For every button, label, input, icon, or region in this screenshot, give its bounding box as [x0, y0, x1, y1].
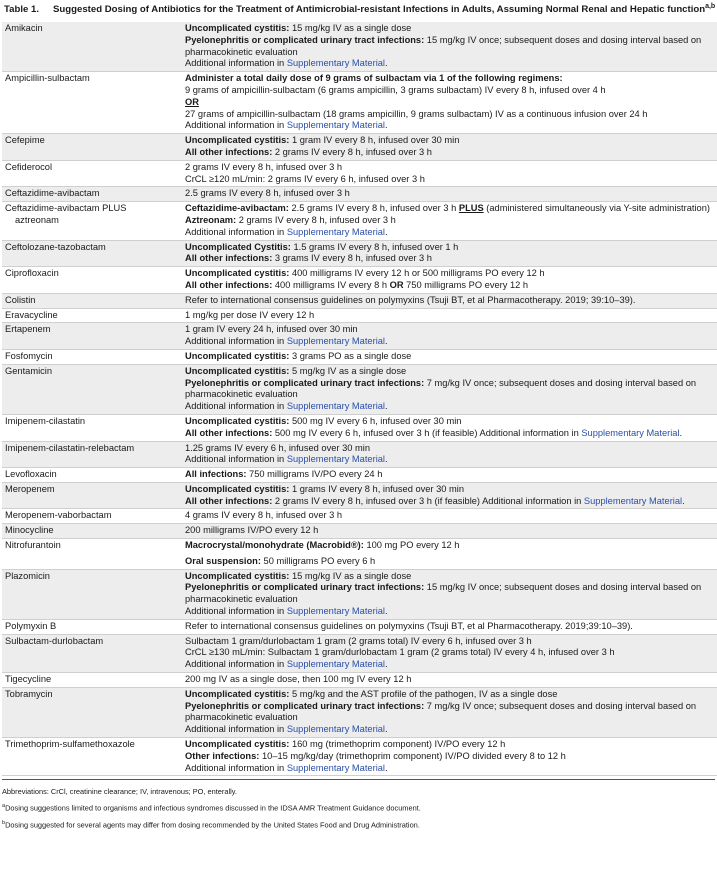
dosing-line: [185, 85, 717, 97]
drug-name: Tobramycin: [5, 688, 53, 699]
drug-name-cell: [2, 482, 180, 509]
dosing-text: Additional information in: [185, 659, 287, 670]
table-row: [2, 673, 717, 688]
dosing-line: [185, 147, 717, 159]
drug-name-cell: [2, 619, 180, 634]
dosing-label: Administer a total daily dose of 9 grams of sulbactam via 1 of the following regimens:: [185, 73, 563, 84]
drug-name-cell: [2, 267, 180, 294]
drug-name: Nitrofurantoin: [5, 540, 61, 551]
dosing-text: .: [385, 606, 388, 617]
footnote-a-mark: a: [2, 803, 6, 810]
drug-name-cell: [2, 160, 180, 187]
dosing-text: .: [679, 427, 683, 438]
drug-name-cell: [2, 687, 180, 737]
dosing-cell: [180, 509, 717, 524]
table-row: [2, 687, 717, 737]
dosing-line: [185, 280, 717, 292]
dosing-line: [185, 23, 717, 35]
dosing-cell: [180, 524, 717, 539]
dosing-text: Additional information in: [185, 606, 287, 617]
dosing-text: .: [385, 724, 388, 735]
drug-name: Ertapenem: [5, 324, 51, 335]
dosing-line: [185, 484, 717, 496]
drug-name-cell: [2, 539, 180, 570]
dosing-line: [185, 454, 717, 466]
dosing-text: Additional information in: [185, 401, 287, 412]
dosing-label: All other infections:: [185, 495, 273, 506]
dosing-text: 15 mg/kg IV once; subsequent doses and dosing interval based on pharmacokinetic evaluation: [185, 34, 702, 57]
dosing-line: [185, 135, 717, 147]
drug-name-cell: [2, 468, 180, 483]
dosing-line: [185, 203, 717, 227]
drug-name: Plazomicin: [5, 570, 50, 581]
dosing-cell: [180, 482, 717, 509]
dosing-text: 2 grams IV every 8 h, infused over 3 h: [272, 146, 432, 157]
drug-name-cell: [2, 323, 180, 350]
dosing-line: [185, 496, 717, 508]
dosing-text: 1 gram IV every 24 h, infused over 30 min: [185, 324, 358, 335]
dosing-line: [185, 295, 717, 307]
dosing-label: Uncomplicated cystitis:: [185, 350, 290, 361]
dosing-label: Uncomplicated cystitis:: [185, 365, 290, 376]
dosing-line: [185, 58, 717, 70]
dosing-text: 5 mg/kg IV as a single dose: [289, 365, 407, 376]
dosing-table: [2, 22, 717, 776]
dosing-line: [185, 109, 717, 121]
table-row: [2, 441, 717, 468]
dosing-text: 1 gram IV every 8 h, infused over 30 min: [289, 135, 460, 146]
dosing-text: 400 milligrams IV every 12 h or 500 milligrams PO every 12 h: [289, 268, 545, 279]
dosing-text: 4 grams IV every 8 h, infused over 3 h: [185, 510, 343, 521]
table-row: [2, 134, 717, 161]
dosing-line: [185, 366, 717, 378]
dosing-text: 2.5 grams IV every 8 h, infused over 3 h: [288, 203, 459, 214]
table-row: [2, 323, 717, 350]
dosing-text: 15 mg/kg IV as a single dose: [289, 570, 412, 581]
dosing-label: Macrocrystal/monohydrate (Macrobid®):: [185, 540, 364, 551]
dosing-cell: [180, 134, 717, 161]
drug-name-cell: [2, 673, 180, 688]
drug-name-cell: [2, 509, 180, 524]
drug-name: Amikacin: [5, 23, 43, 33]
dosing-text: Additional information in: [185, 58, 287, 69]
dosing-label: Uncomplicated Cystitis:: [185, 241, 291, 252]
dosing-line: [185, 268, 717, 280]
drug-name-cell: [2, 441, 180, 468]
drug-name-cell: [2, 414, 180, 441]
dosing-cell: [180, 687, 717, 737]
dosing-text: 10–15 mg/kg/day (trimethoprim component) IV/PO divided every 8 to 12 h: [259, 750, 566, 761]
dosing-label: OR: [389, 279, 404, 290]
dosing-cell: [180, 468, 717, 483]
dosing-cell: [180, 441, 717, 468]
table-row: [2, 539, 717, 570]
dosing-line: [185, 739, 717, 751]
dosing-label: Uncomplicated cystitis:: [185, 135, 290, 146]
table-caption: [2, 0, 715, 22]
dosing-text: 7 mg/kg IV once; subsequent doses and dosing interval based on pharmacokinetic evaluation: [185, 377, 697, 400]
drug-name-cell: [2, 524, 180, 539]
dosing-text: 500 mg IV every 6 h, infused over 3 h (if feasible) Additional information in: [272, 427, 582, 438]
dosing-line: [185, 73, 717, 85]
dosing-line: [185, 751, 717, 763]
drug-name: Eravacycline: [5, 309, 58, 320]
dosing-text: Additional information in: [185, 120, 287, 131]
dosing-text: 200 mg IV as a single dose, then 100 mg IV every 12 h: [185, 674, 412, 685]
dosing-line: [185, 227, 717, 239]
dosing-label: Aztreonam:: [185, 214, 237, 225]
drug-name-cell: [2, 293, 180, 308]
supplementary-material-link[interactable]: Supplementary Material: [583, 495, 683, 506]
dosing-text: .: [385, 659, 388, 670]
dosing-text: .: [385, 401, 388, 412]
dosing-text: .: [385, 120, 388, 131]
dosing-label: Uncomplicated cystitis:: [185, 483, 290, 494]
drug-name: Sulbactam-durlobactam: [5, 635, 104, 646]
dosing-line: [185, 469, 717, 481]
table-label: Table 1.: [4, 4, 40, 15]
drug-name: Tigecycline: [5, 674, 52, 685]
dosing-text: .: [385, 762, 388, 773]
page: [2, 0, 715, 832]
dosing-text: Additional information in: [185, 226, 287, 237]
drug-name-cell: [2, 240, 180, 267]
supplementary-material-link[interactable]: Supplementary Material: [286, 659, 385, 670]
table-row: [2, 308, 717, 323]
dosing-line: [185, 540, 717, 552]
footnote-b-text: Dosing suggested for several agents may differ from dosing recommended by the United States Food and Drug Administration.: [5, 820, 420, 830]
dosing-text: Additional information in: [185, 762, 287, 773]
dosing-line: [185, 378, 717, 402]
dosing-text: .: [385, 336, 388, 347]
drug-name: Ceftolozane-tazobactam: [5, 241, 106, 252]
dosing-cell: [180, 364, 717, 414]
conjunction-label: PLUS: [458, 203, 484, 214]
dosing-text: Additional information in: [185, 724, 287, 735]
dosing-cell: [180, 634, 717, 672]
drug-name: Minocycline: [5, 525, 54, 536]
dosing-text: 5 mg/kg and the AST profile of the pathogen, IV as a single dose: [289, 688, 558, 699]
table-row: [2, 524, 717, 539]
dosing-line: [185, 336, 717, 348]
dosing-line: [185, 351, 717, 363]
dosing-line: [185, 763, 717, 775]
dosing-text: 1.5 grams IV every 8 h, infused over 1 h: [290, 241, 459, 252]
dosing-text: 15 mg/kg IV as a single dose: [289, 23, 412, 33]
table-title: Suggested Dosing of Antibiotics for the Treatment of Antimicrobial-resistant Infections in Adults, Assuming Normal Renal and Hepatic function: [53, 4, 706, 15]
supplementary-material-link[interactable]: Supplementary Material: [286, 762, 385, 773]
dosing-text: .: [385, 58, 388, 69]
dosing-label: Uncomplicated cystitis:: [185, 688, 290, 699]
drug-name-cell: [2, 634, 180, 672]
drug-name: Gentamicin: [5, 365, 53, 376]
table-row: [2, 634, 717, 672]
drug-name: Imipenem-cilastatin-relebactam: [5, 442, 135, 453]
dosing-line: [185, 253, 717, 265]
dosing-label: Pyelonephritis or complicated urinary tract infections:: [185, 377, 425, 388]
dosing-line: [185, 556, 717, 568]
dosing-text: .: [385, 226, 388, 237]
dosing-text: .: [682, 495, 685, 506]
dosing-text: 27 grams of ampicillin-sulbactam (18 grams ampicillin, 9 grams sulbactam) IV as a continuous infusion over 24 h: [185, 108, 648, 119]
table-row: [2, 160, 717, 187]
dosing-line: [185, 582, 717, 606]
dosing-table-body: [2, 22, 717, 776]
drug-name: Polymyxin B: [5, 620, 57, 631]
table-row: [2, 468, 717, 483]
table-row: [2, 349, 717, 364]
dosing-line: [185, 97, 717, 109]
dosing-text: 100 mg PO every 12 h: [363, 540, 460, 551]
table-row: [2, 364, 717, 414]
dosing-line: [185, 621, 717, 633]
drug-name-cell: [2, 569, 180, 619]
dosing-text: Additional information in: [185, 336, 287, 347]
table-row: [2, 22, 717, 72]
dosing-line: [185, 689, 717, 701]
dosing-text: 1 mg/kg per dose IV every 12 h: [185, 309, 315, 320]
table-row: [2, 187, 717, 202]
drug-name-cell: [2, 202, 180, 240]
dosing-cell: [180, 323, 717, 350]
dosing-line: [185, 443, 717, 455]
dosing-line: [185, 571, 717, 583]
dosing-line: [185, 120, 717, 132]
dosing-label: Other infections:: [185, 750, 260, 761]
dosing-line: [185, 606, 717, 618]
dosing-cell: [180, 414, 717, 441]
dosing-text: 1 grams IV every 8 h, infused over 30 min: [289, 483, 465, 494]
supplementary-material-link[interactable]: Supplementary Material: [286, 120, 385, 131]
table-row: [2, 202, 717, 240]
dosing-line: [185, 310, 717, 322]
dosing-cell: [180, 673, 717, 688]
supplementary-material-link[interactable]: Supplementary Material: [286, 58, 385, 69]
dosing-line: [185, 162, 717, 174]
dosing-label: Uncomplicated cystitis:: [185, 415, 290, 426]
drug-name: Imipenem-cilastatin: [5, 415, 86, 426]
dosing-text: 400 milligrams IV every 8 h: [272, 279, 390, 290]
dosing-line: [185, 35, 717, 59]
drug-name-continued: aztreonam: [15, 214, 59, 225]
dosing-cell: [180, 293, 717, 308]
supplementary-material-link[interactable]: Supplementary Material: [286, 226, 385, 237]
title-footnote-marks: a,b: [705, 2, 716, 10]
dosing-text: 50 milligrams PO every 6 h: [260, 555, 376, 566]
dosing-label: Pyelonephritis or complicated urinary tract infections:: [185, 700, 425, 711]
dosing-text: 3 grams IV every 8 h, infused over 3 h: [272, 253, 432, 264]
supplementary-material-link[interactable]: Supplementary Material: [286, 724, 385, 735]
table-row: [2, 72, 717, 134]
dosing-line: [185, 416, 717, 428]
dosing-text: 9 grams of ampicillin-sulbactam (6 grams ampicillin, 3 grams sulbactam) IV every 8 h, infused over 4 h: [185, 84, 606, 95]
dosing-label: All other infections:: [185, 427, 273, 438]
dosing-label: Uncomplicated cystitis:: [185, 570, 290, 581]
dosing-line: [185, 636, 717, 648]
drug-name-cell: [2, 308, 180, 323]
supplementary-material-link[interactable]: Supplementary Material: [286, 336, 385, 347]
drug-name: Fosfomycin: [5, 350, 53, 361]
dosing-line: [185, 510, 717, 522]
dosing-label: Ceftazidime-avibactam:: [185, 203, 289, 214]
dosing-text: .: [385, 454, 388, 465]
dosing-line: [185, 659, 717, 671]
dosing-label: Uncomplicated cystitis:: [185, 739, 290, 750]
dosing-label: Uncomplicated cystitis:: [185, 268, 290, 279]
dosing-cell: [180, 308, 717, 323]
dosing-line: [185, 242, 717, 254]
dosing-text: CrCL ≥130 mL/min: Sulbactam 1 gram/durlobactam 1 gram (2 grams total) IV every 4 h, infused over 3 h: [185, 647, 615, 658]
table-row: [2, 509, 717, 524]
table-row: [2, 293, 717, 308]
footnote-b: [2, 816, 715, 832]
table-footnotes: [2, 779, 715, 832]
table-row: [2, 414, 717, 441]
drug-name: Levofloxacin: [5, 469, 57, 480]
dosing-cell: [180, 539, 717, 570]
dosing-cell: [180, 240, 717, 267]
drug-name-cell: [2, 134, 180, 161]
drug-name: Ampicillin-sulbactam: [5, 73, 90, 84]
footnote-abbreviations: Abbreviations: CrCl, creatinine clearance; IV, intravenous; PO, enterally.: [2, 787, 237, 797]
dosing-text: 2 grams IV every 8 h, infused over 3 h (if feasible) Additional information in: [272, 495, 584, 506]
drug-name-cell: [2, 738, 180, 776]
drug-name: Ceftazidime-avibactam: [5, 188, 100, 199]
dosing-text: 7 mg/kg IV once; subsequent doses and dosing interval based on pharmacokinetic evaluation: [185, 700, 697, 723]
dosing-text: Refer to international consensus guidelines on polymyxins (Tsuji BT, et al Pharmacotherapy. 2019; 39:10–39).: [185, 294, 636, 305]
dosing-line: [185, 188, 717, 200]
dosing-text: 500 mg IV every 6 h, infused over 30 min: [289, 415, 462, 426]
dosing-text: 160 mg (trimethoprim component) IV/PO every 12 h: [289, 739, 506, 750]
dosing-cell: [180, 267, 717, 294]
dosing-line: [185, 401, 717, 413]
drug-name-cell: [2, 349, 180, 364]
dosing-text: 15 mg/kg IV once; subsequent doses and dosing interval based on pharmacokinetic evaluation: [185, 582, 702, 605]
dosing-text: 2 grams IV every 8 h, infused over 3 h: [236, 214, 396, 225]
table-row: [2, 619, 717, 634]
dosing-text: 1.25 grams IV every 6 h, infused over 30 min: [185, 442, 370, 453]
dosing-label: All other infections:: [185, 253, 273, 264]
dosing-label: Oral suspension:: [185, 555, 261, 566]
dosing-text: 750 milligrams PO every 12 h: [403, 279, 529, 290]
table-row: [2, 240, 717, 267]
dosing-cell: [180, 738, 717, 776]
supplementary-material-link[interactable]: Supplementary Material: [286, 606, 385, 617]
drug-name: Meropenem-vaborbactam: [5, 510, 112, 521]
table-row: [2, 738, 717, 776]
dosing-line: [185, 647, 717, 659]
dosing-label: Pyelonephritis or complicated urinary tract infections:: [185, 34, 425, 45]
dosing-label: Uncomplicated cystitis:: [185, 23, 290, 33]
dosing-label: Pyelonephritis or complicated urinary tract infections:: [185, 582, 425, 593]
drug-name-cell: [2, 22, 180, 72]
dosing-text: Additional information in: [185, 454, 287, 465]
drug-name: Meropenem: [5, 483, 55, 494]
dosing-text: 200 milligrams IV/PO every 12 h: [185, 525, 319, 536]
dosing-cell: [180, 569, 717, 619]
drug-name: Ceftazidime-avibactam PLUS: [5, 203, 127, 214]
dosing-text: Refer to international consensus guidelines on polymyxins (Tsuji BT, et al Pharmacotherapy. 2019;39:10–39).: [185, 620, 633, 631]
drug-name: Trimethoprim-sulfamethoxazole: [5, 739, 135, 750]
dosing-cell: [180, 619, 717, 634]
drug-name: Cefiderocol: [5, 161, 53, 172]
dosing-line: [185, 701, 717, 725]
dosing-text: CrCL ≥120 mL/min: 2 grams IV every 6 h, infused over 3 h: [185, 173, 425, 184]
dosing-cell: [180, 202, 717, 240]
dosing-text: (administered simultaneously via Y-site administration): [483, 203, 710, 214]
supplementary-material-link[interactable]: Supplementary Material: [286, 401, 385, 412]
dosing-text: 2 grams IV every 8 h, infused over 3 h: [185, 161, 343, 172]
supplementary-material-link[interactable]: Supplementary Material: [581, 427, 680, 438]
dosing-line: [185, 174, 717, 186]
drug-name-cell: [2, 364, 180, 414]
footnote-b-mark: b: [2, 819, 6, 826]
dosing-cell: [180, 349, 717, 364]
drug-name-cell: [2, 187, 180, 202]
dosing-cell: [180, 72, 717, 134]
drug-name-cell: [2, 72, 180, 134]
dosing-cell: [180, 160, 717, 187]
drug-name: Colistin: [5, 294, 36, 305]
dosing-cell: [180, 22, 717, 72]
footnote-a: [2, 799, 715, 815]
conjunction-label: OR: [185, 96, 199, 107]
dosing-cell: [180, 187, 717, 202]
dosing-line: [185, 324, 717, 336]
drug-name: Cefepime: [5, 135, 45, 146]
dosing-line: [185, 525, 717, 537]
supplementary-material-link[interactable]: Supplementary Material: [286, 454, 385, 465]
dosing-text: 3 grams PO as a single dose: [289, 350, 412, 361]
dosing-text: Sulbactam 1 gram/durlobactam 1 gram (2 grams total) IV every 6 h, infused over 3 h: [185, 635, 532, 646]
dosing-text: 750 milligrams IV/PO every 24 h: [246, 469, 383, 480]
table-row: [2, 569, 717, 619]
dosing-line: [185, 724, 717, 736]
drug-name: Ciprofloxacin: [5, 268, 59, 279]
dosing-text: 2.5 grams IV every 8 h, infused over 3 h: [185, 188, 350, 199]
dosing-line: [185, 674, 717, 686]
dosing-label: All other infections:: [185, 146, 273, 157]
table-row: [2, 267, 717, 294]
dosing-line: [185, 428, 717, 440]
dosing-label: All infections:: [185, 469, 247, 480]
dosing-label: All other infections:: [185, 279, 273, 290]
table-row: [2, 482, 717, 509]
footnote-a-text: Dosing suggestions limited to organisms and infectious syndromes discussed in the IDSA AMR Treatment Guidance document.: [5, 803, 421, 813]
